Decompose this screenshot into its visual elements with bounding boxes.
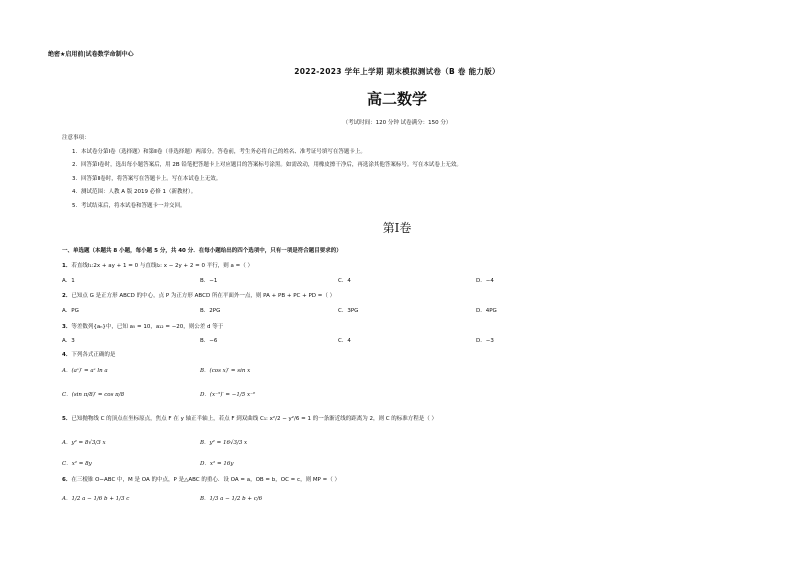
- note-item: 3．回答第Ⅱ卷时，将答案写在答题卡上。写在本试卷上无效。: [72, 176, 222, 182]
- option-a: A．1: [62, 278, 75, 284]
- question-number: 1．: [62, 263, 72, 269]
- secret-mark: 绝密★启用前|试卷数学命制中心: [48, 51, 134, 58]
- question-4: [62, 350, 115, 358]
- option-c: C．(sin π/8)′ = cos π/8: [62, 392, 125, 398]
- subject-title: 高二数学: [366, 90, 427, 108]
- question-number: 4．: [62, 352, 72, 358]
- question-stem: 等差数列{aₙ}中，已知 a₅ = 10，a₁₂ = −20，则公差 d 等于: [71, 324, 224, 330]
- question-1: [62, 261, 253, 269]
- note-item: 2．回答第Ⅰ卷时，选出每小题答案后，用 2B 铅笔把答题卡上对应题目的答案标号涂黑。如需改动，用橡皮擦干净后，再选涂其他答案标号。写在本试卷上无效。: [72, 162, 462, 168]
- note-item: 5．考试结束后，将本试卷和答题卡一并交回。: [72, 203, 186, 209]
- question-number: 5．: [62, 416, 72, 422]
- option-a: A．y² = 8√3/3 x: [62, 440, 106, 446]
- option-d: D．−4: [476, 278, 494, 284]
- note-item: 1．本试卷分第Ⅰ卷（选择题）和第Ⅱ卷（非选择题）两部分。答卷前，考生务必将自己的姓名、准考证号填写在答题卡上。: [72, 149, 366, 155]
- option-d: D．−3: [476, 338, 494, 344]
- option-c: C．x² = 8y: [62, 461, 92, 467]
- exam-title: 2022-2023 学年上学期 期末模拟测试卷（B 卷 能力版）: [294, 67, 500, 76]
- option-d: D．(x⁻⁵)′ = −1/5 x⁻⁶: [200, 392, 256, 398]
- volume-title: 第Ⅰ卷: [382, 221, 412, 235]
- question-3: [62, 322, 223, 330]
- note-item: 4．测试范围：人教 A 版 2019 必修 1（新教材）。: [72, 189, 197, 195]
- option-b: B．y² = 16√3/3 x: [200, 440, 248, 446]
- question-5: [62, 414, 437, 422]
- section-heading: 一、单选题（本题共 8 小题，每小题 5 分，共 40 分．在每小题给出的四个选项中，只有一项是符合题目要求的）: [62, 248, 342, 254]
- option-c: C．4: [338, 278, 351, 284]
- option-a: A．1/2 a − 1/6 b + 1/3 c: [62, 496, 130, 502]
- option-b: B．2PG: [200, 308, 221, 314]
- option-b: B．−1: [200, 278, 218, 284]
- question-number: 2．: [62, 293, 72, 299]
- question-stem: 在三棱锥 O−ABC 中，M 是 OA 的中点，P 是△ABC 的重心．设 OA = a，OB = b，OC = c，则 MP =（ ）: [71, 477, 340, 483]
- time-info: （考试时间：120 分钟 试卷满分：150 分）: [342, 120, 452, 126]
- question-stem: 已知点 G 是正方形 ABCD 的中心，点 P 为正方形 ABCD 所在平面外一点，则 PA + PB + PC + PD =（ ）: [71, 293, 336, 299]
- option-a: A．(aˣ)′ = aˣ ln a: [62, 368, 108, 374]
- option-b: B．−6: [200, 338, 218, 344]
- question-2: [62, 291, 335, 299]
- option-a: A．PG: [62, 308, 79, 314]
- question-stem: 若直线l₁:2x + ay + 1 = 0 与直线l₂: x − 2y + 2 = 0 平行，则 a =（ ）: [71, 263, 253, 269]
- question-number: 6．: [62, 477, 72, 483]
- option-a: A．3: [62, 338, 75, 344]
- notes-heading: 注意事项：: [62, 135, 90, 141]
- question-stem: 下列各式正确的是: [71, 352, 116, 358]
- option-d: D．4PG: [476, 308, 497, 314]
- option-d: D．x² = 16y: [200, 461, 234, 467]
- question-6: [62, 475, 340, 483]
- question-number: 3．: [62, 324, 72, 330]
- option-b: B．1/3 a − 1/2 b + c/6: [200, 496, 263, 502]
- option-c: C．4: [338, 338, 351, 344]
- question-stem: 已知抛物线 C 的顶点在坐标原点，焦点 F 在 y 轴正半轴上，若点 F 到双曲线 C₁: x²/2 − y²/6 = 1 的一条渐近线的距离为 2，则 C 的标准方程是（ ）: [71, 416, 438, 422]
- option-b: B．(cos x)′ = sin x: [200, 368, 251, 374]
- option-c: C．3PG: [338, 308, 359, 314]
